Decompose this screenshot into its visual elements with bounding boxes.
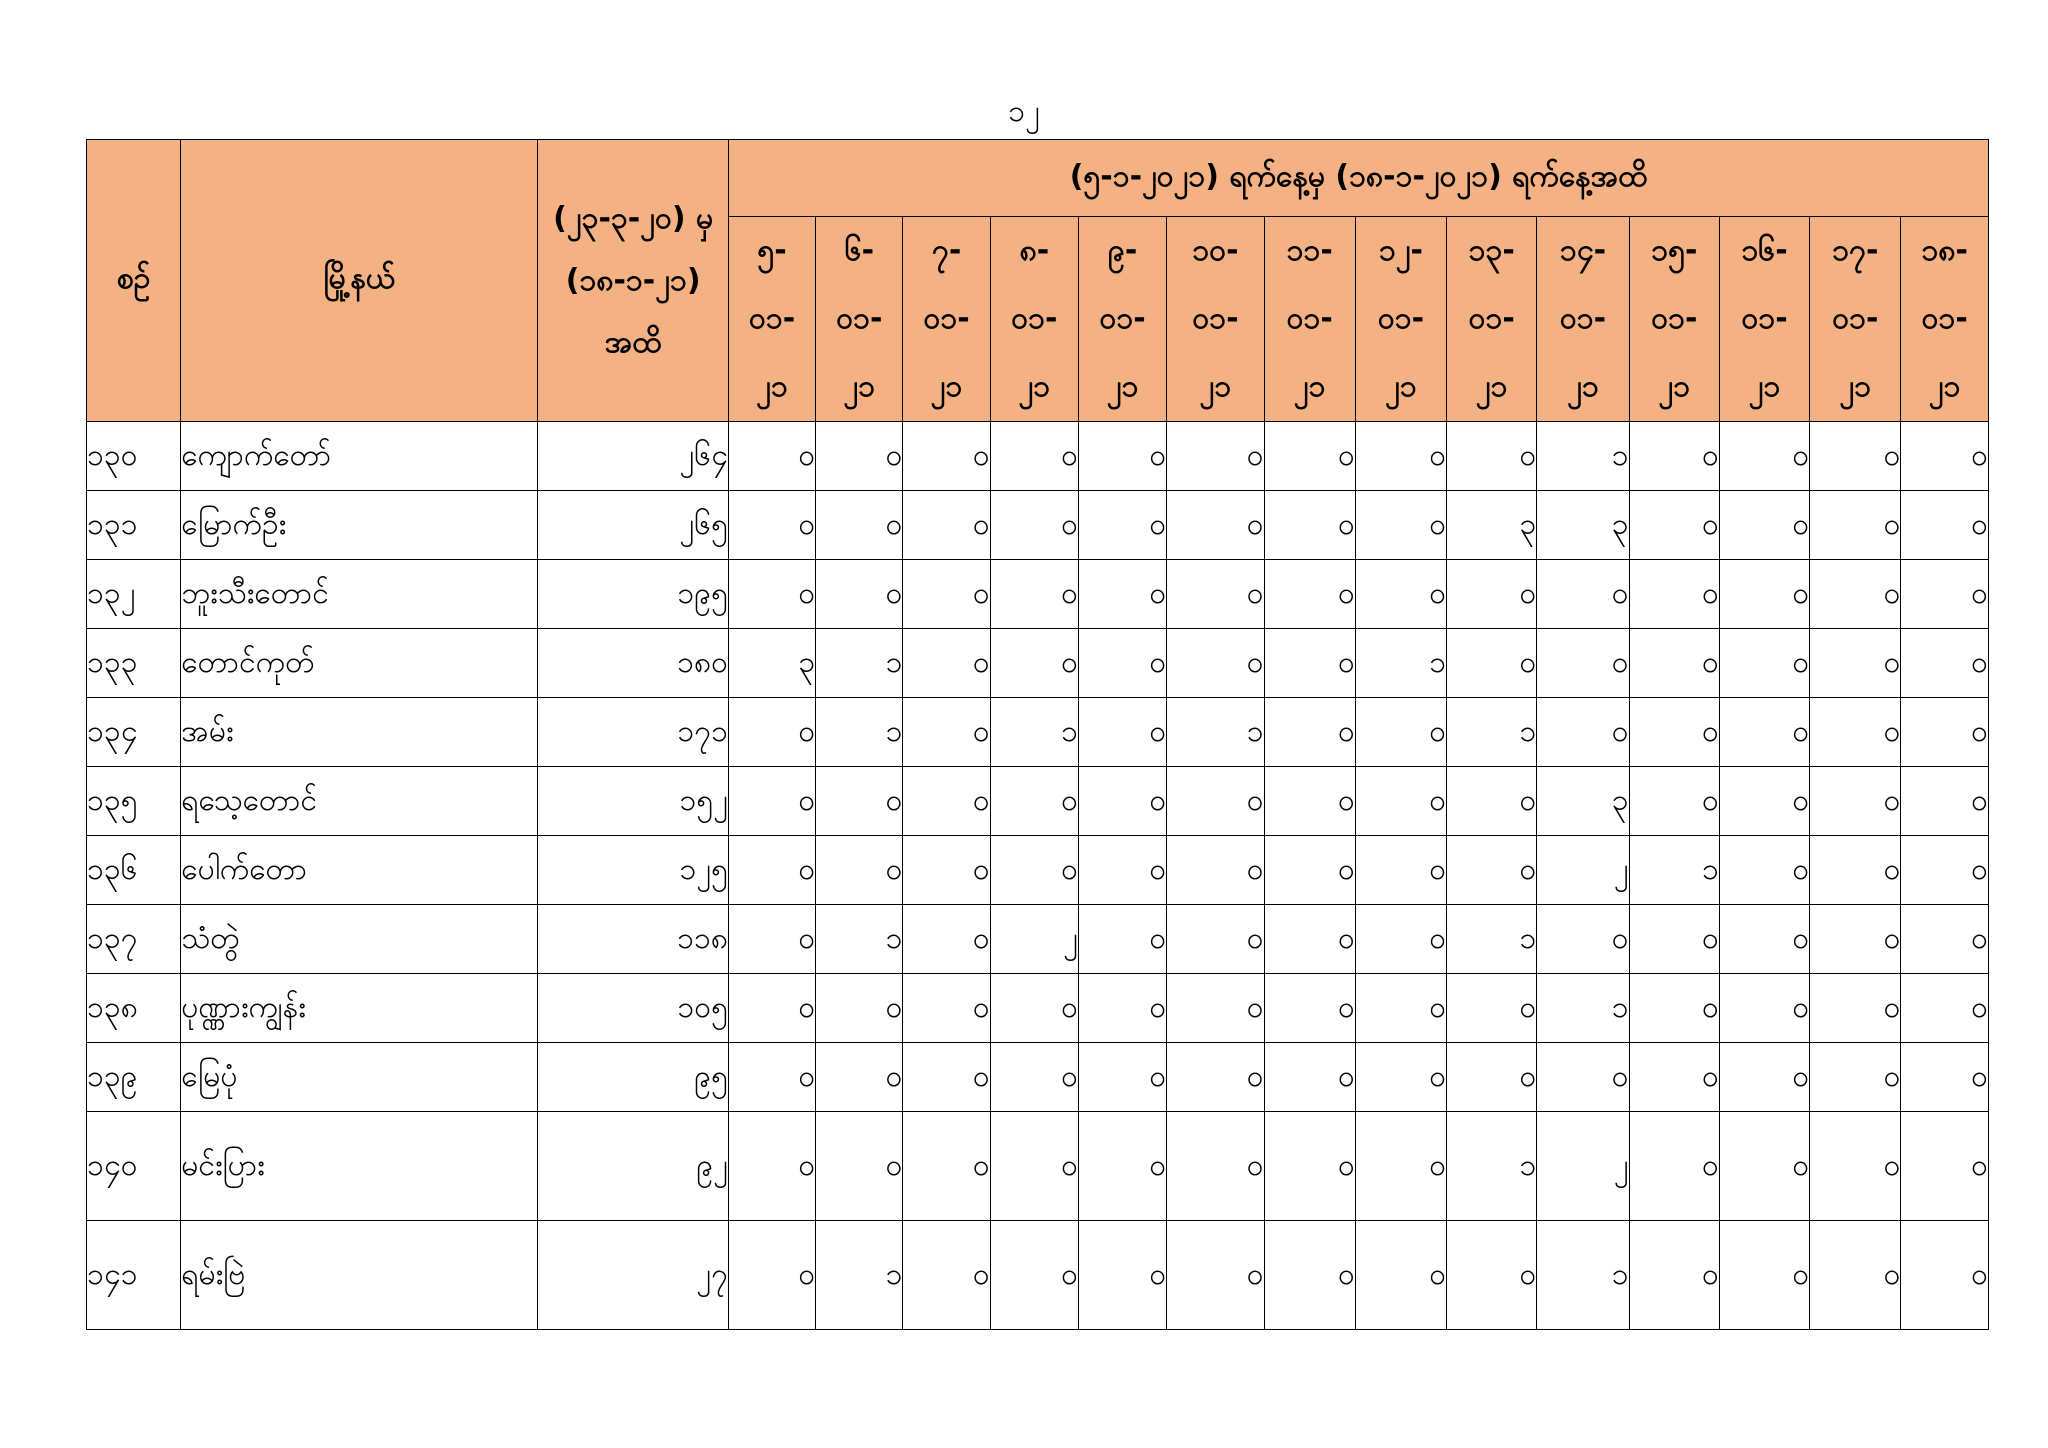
daily-value-cell: ၀ (1264, 698, 1355, 767)
daily-value-cell: ၀ (1355, 560, 1446, 629)
total-header-line-3: အထိ (604, 324, 662, 360)
daily-value-cell: ၀ (990, 1043, 1078, 1112)
date-header (1537, 217, 1629, 422)
table-row (87, 1043, 1989, 1112)
daily-value-cell: ၀ (1264, 422, 1355, 491)
daily-value-cell: ၀ (990, 560, 1078, 629)
daily-value-cell: ၀ (1167, 629, 1264, 698)
daily-value-cell: ၀ (1355, 836, 1446, 905)
daily-value-cell: ၀ (1167, 1043, 1264, 1112)
table-row (87, 698, 1989, 767)
daily-value-cell: ၀ (1629, 905, 1719, 974)
daily-value-cell: ၀ (1079, 767, 1167, 836)
daily-value-cell: ၀ (1167, 1221, 1264, 1330)
daily-value-cell: ၀ (1079, 905, 1167, 974)
daily-value-cell: ၁ (1447, 1112, 1537, 1221)
cumulative-total-cell: ၁၁၈ (538, 905, 729, 974)
daily-value-cell: ၀ (1079, 491, 1167, 560)
daily-value-cell: ၀ (728, 422, 815, 491)
daily-value-cell: ၀ (1629, 1112, 1719, 1221)
date-header-part: ၀၁- (1099, 301, 1146, 336)
date-header-part: ၀၁- (1286, 301, 1333, 336)
date-header-part: ၁၂- (1378, 233, 1423, 268)
township-cell: ရမ်းဗြဲ (181, 1221, 538, 1330)
daily-value-cell: ၀ (728, 836, 815, 905)
daily-value-cell: ၀ (1264, 974, 1355, 1043)
date-header-part: ၂၁ (1748, 369, 1781, 404)
daily-value-cell: ၀ (1901, 767, 1989, 836)
daily-value-cell: ၀ (1447, 836, 1537, 905)
daily-value-cell: ၁ (1537, 1221, 1629, 1330)
daily-value-cell: ၀ (816, 560, 903, 629)
cumulative-total-cell: ၂၇ (538, 1221, 729, 1330)
cumulative-total-cell: ၂၆၅ (538, 491, 729, 560)
daily-value-cell: ၀ (1537, 560, 1629, 629)
date-header-part: ၀၁- (836, 301, 883, 336)
township-cell: တောင်ကုတ် (181, 629, 538, 698)
date-header-part: ၉- (1107, 233, 1138, 268)
daily-value-cell: ၁ (1355, 629, 1446, 698)
daily-value-cell: ၀ (816, 767, 903, 836)
daily-value-cell: ၀ (1079, 629, 1167, 698)
daily-value-cell: ၀ (1810, 836, 1901, 905)
date-header (1629, 217, 1719, 422)
daily-value-cell: ၀ (1719, 422, 1809, 491)
serial-cell: ၁၃၈ (87, 974, 181, 1043)
daily-value-cell: ၀ (1810, 629, 1901, 698)
township-cell: မင်းပြား (181, 1112, 538, 1221)
daily-value-cell: ၀ (903, 767, 990, 836)
daily-value-cell: ၂ (1537, 1112, 1629, 1221)
table-row (87, 629, 1989, 698)
daily-value-cell: ၀ (1629, 1043, 1719, 1112)
township-cell: ဘူးသီးတောင် (181, 560, 538, 629)
daily-value-cell: ၀ (1264, 629, 1355, 698)
serial-cell: ၁၄၀ (87, 1112, 181, 1221)
table-row (87, 767, 1989, 836)
daily-value-cell: ၀ (1537, 1043, 1629, 1112)
date-header (1079, 217, 1167, 422)
cumulative-total-cell: ၉၅ (538, 1043, 729, 1112)
daily-value-cell: ၀ (1167, 974, 1264, 1043)
date-header (1355, 217, 1446, 422)
daily-value-cell: ၀ (1355, 1221, 1446, 1330)
daily-value-cell: ၀ (1810, 1043, 1901, 1112)
daily-value-cell: ၀ (990, 491, 1078, 560)
date-header (903, 217, 990, 422)
cumulative-total-header (538, 140, 729, 422)
township-cases-table (86, 139, 1989, 1330)
daily-value-cell: ၀ (728, 974, 815, 1043)
daily-value-cell: ၀ (1355, 1043, 1446, 1112)
daily-value-cell: ၀ (816, 974, 903, 1043)
daily-value-cell: ၁ (1537, 422, 1629, 491)
daily-value-cell: ၀ (903, 905, 990, 974)
daily-value-cell: ၀ (1167, 836, 1264, 905)
cumulative-total-cell: ၁၈၀ (538, 629, 729, 698)
date-header-part: ၂၁ (1567, 369, 1599, 404)
daily-value-cell: ၀ (1810, 491, 1901, 560)
daily-value-cell: ၃ (1537, 767, 1629, 836)
daily-value-cell: ၀ (1167, 422, 1264, 491)
table-row (87, 905, 1989, 974)
township-cell: ကျောက်တော် (181, 422, 538, 491)
daily-value-cell: ၀ (903, 974, 990, 1043)
daily-value-cell: ၀ (990, 422, 1078, 491)
date-header (990, 217, 1078, 422)
date-header (1719, 217, 1809, 422)
date-header-part: ၂၁ (1385, 369, 1417, 404)
daily-value-cell: ၀ (816, 491, 903, 560)
daily-value-cell: ၀ (1719, 491, 1809, 560)
daily-value-cell: ၀ (990, 974, 1078, 1043)
daily-value-cell: ၀ (1901, 491, 1989, 560)
date-header-part: ၇- (931, 233, 962, 268)
daily-value-cell: ၀ (1079, 836, 1167, 905)
daily-value-cell: ၀ (903, 1112, 990, 1221)
daily-value-cell: ၀ (728, 1221, 815, 1330)
date-header-part: ၁၃- (1468, 233, 1515, 268)
daily-value-cell: ၀ (728, 1112, 815, 1221)
daily-value-cell: ၀ (1901, 836, 1989, 905)
township-cell: ပုဏ္ဏားကျွန်း (181, 974, 538, 1043)
date-header-part: ၀၁- (923, 301, 970, 336)
serial-cell: ၁၃၄ (87, 698, 181, 767)
daily-value-cell: ၀ (903, 836, 990, 905)
daily-value-cell: ၀ (1629, 698, 1719, 767)
daily-value-cell: ၀ (1719, 698, 1809, 767)
table-row (87, 1112, 1989, 1221)
daily-value-cell: ၀ (1167, 767, 1264, 836)
daily-value-cell: ၀ (1629, 1221, 1719, 1330)
daily-value-cell: ၀ (903, 491, 990, 560)
daily-value-cell: ၀ (1264, 491, 1355, 560)
daily-value-cell: ၀ (728, 767, 815, 836)
daily-value-cell: ၀ (728, 698, 815, 767)
daily-value-cell: ၀ (1901, 629, 1989, 698)
daily-value-cell: ၀ (990, 1112, 1078, 1221)
daily-value-cell: ၀ (1810, 1221, 1901, 1330)
daily-value-cell: ၀ (1264, 836, 1355, 905)
daily-value-cell: ၀ (1719, 974, 1809, 1043)
daily-value-cell: ၀ (1810, 560, 1901, 629)
daily-value-cell: ၀ (990, 767, 1078, 836)
daily-value-cell: ၀ (1079, 1043, 1167, 1112)
total-header-line-2: (၁၈-၁-၂၁) (565, 262, 701, 298)
date-header-part: ၂၁ (1658, 369, 1691, 404)
serial-cell: ၁၃၉ (87, 1043, 181, 1112)
daily-value-cell: ၀ (1629, 629, 1719, 698)
daily-value-cell: ၀ (1719, 560, 1809, 629)
daily-value-cell: ၁ (816, 905, 903, 974)
daily-value-cell: ၀ (1264, 560, 1355, 629)
daily-value-cell: ၀ (1355, 905, 1446, 974)
serial-cell: ၁၃၂ (87, 560, 181, 629)
daily-value-cell: ၀ (1079, 1221, 1167, 1330)
township-cell: မြေပုံ (181, 1043, 538, 1112)
daily-value-cell: ၀ (903, 629, 990, 698)
table-row (87, 491, 1989, 560)
daily-value-cell: ၀ (1901, 560, 1989, 629)
daily-value-cell: ၁ (1537, 974, 1629, 1043)
township-cell: သံတွဲ (181, 905, 538, 974)
daily-value-cell: ၃ (728, 629, 815, 698)
daily-value-cell: ၀ (1447, 560, 1537, 629)
daily-value-cell: ၂ (990, 905, 1078, 974)
daily-value-cell: ၁ (816, 629, 903, 698)
date-header-part: ၅- (757, 233, 787, 268)
daily-value-cell: ၀ (728, 560, 815, 629)
date-header-part: ၂၁ (1106, 369, 1139, 404)
date-header-part: ၀၁- (748, 301, 796, 336)
daily-value-cell: ၀ (728, 491, 815, 560)
daily-value-cell: ၀ (1629, 767, 1719, 836)
daily-value-cell: ၁ (990, 698, 1078, 767)
date-header-part: ၀၁- (1741, 301, 1788, 336)
daily-value-cell: ၀ (1167, 560, 1264, 629)
cumulative-total-cell: ၁၅၂ (538, 767, 729, 836)
date-header-part: ၂၁ (1199, 369, 1232, 404)
daily-value-cell: ၀ (1901, 422, 1989, 491)
daily-value-cell: ၀ (1719, 1221, 1809, 1330)
daily-value-cell: ၃ (1447, 491, 1537, 560)
date-header-part: ၁၄- (1559, 233, 1607, 268)
daily-value-cell: ၀ (903, 560, 990, 629)
daily-value-cell: ၀ (1167, 905, 1264, 974)
daily-value-cell: ၁ (816, 1221, 903, 1330)
daily-value-cell: ၀ (1629, 491, 1719, 560)
date-header-part: ၁၅- (1651, 233, 1698, 268)
daily-value-cell: ၀ (1537, 905, 1629, 974)
date-header-part: ၂၁ (756, 369, 788, 404)
page-number: ၁၂ (1008, 94, 1040, 129)
date-header-part: ၂၁ (1839, 369, 1872, 404)
header-row-1 (87, 140, 1989, 217)
daily-value-cell: ၀ (1719, 1043, 1809, 1112)
daily-value-cell: ၀ (1079, 974, 1167, 1043)
daily-value-cell: ၀ (1537, 698, 1629, 767)
date-header-part: ၈- (1019, 233, 1050, 268)
date-header-part: ၁၀- (1192, 233, 1239, 268)
daily-value-cell: ၁ (1447, 905, 1537, 974)
date-header-part: ၂၁ (1475, 369, 1508, 404)
daily-value-cell: ၀ (1447, 422, 1537, 491)
daily-value-cell: ၀ (1079, 560, 1167, 629)
daily-value-cell: ၀ (728, 905, 815, 974)
date-header (1264, 217, 1355, 422)
daily-value-cell: ၀ (816, 1043, 903, 1112)
cumulative-total-cell: ၉၂ (538, 1112, 729, 1221)
date-header-part: ၁၁- (1286, 233, 1333, 268)
daily-value-cell: ၀ (1901, 905, 1989, 974)
daily-value-cell: ၀ (1719, 629, 1809, 698)
daily-value-cell: ၀ (1079, 1112, 1167, 1221)
daily-value-cell: ၀ (1447, 1043, 1537, 1112)
date-header-part: ၂၁ (930, 369, 963, 404)
serial-header: စဉ် (87, 140, 181, 422)
daily-value-cell: ၃ (1537, 491, 1629, 560)
serial-cell: ၁၃၁ (87, 491, 181, 560)
daily-value-cell: ၀ (1355, 974, 1446, 1043)
daily-value-cell: ၀ (1264, 767, 1355, 836)
cumulative-total-cell: ၁၀၅ (538, 974, 729, 1043)
serial-cell: ၁၃၃ (87, 629, 181, 698)
cumulative-total-cell: ၁၉၅ (538, 560, 729, 629)
daily-value-cell: ၀ (990, 629, 1078, 698)
total-header-line-1: (၂၃-၃-၂၀) မှ (553, 200, 714, 236)
daily-value-cell: ၀ (1355, 491, 1446, 560)
date-header-part: ၀၁- (1559, 301, 1607, 336)
table-body (87, 422, 1989, 1330)
daily-value-cell: ၀ (1810, 767, 1901, 836)
daily-value-cell: ၀ (1719, 836, 1809, 905)
township-cell: မြောက်ဦး (181, 491, 538, 560)
daily-value-cell: ၀ (1629, 422, 1719, 491)
daily-value-cell: ၀ (1447, 974, 1537, 1043)
daily-value-cell: ၀ (1719, 1112, 1809, 1221)
date-header (1447, 217, 1537, 422)
serial-cell: ၁၄၁ (87, 1221, 181, 1330)
table-row (87, 560, 1989, 629)
daily-value-cell: ၀ (1264, 905, 1355, 974)
daily-value-cell: ၀ (1079, 422, 1167, 491)
daily-value-cell: ၂ (1537, 836, 1629, 905)
date-header-part: ၁၇- (1832, 233, 1879, 268)
serial-cell: ၁၃၇ (87, 905, 181, 974)
daily-value-cell: ၀ (903, 1043, 990, 1112)
daily-value-cell: ၀ (1901, 1112, 1989, 1221)
cumulative-total-cell: ၂၆၄ (538, 422, 729, 491)
daily-value-cell: ၀ (1264, 1221, 1355, 1330)
date-range-header: (၅-၁-၂၀၂၁) ရက်နေ့မှ (၁၈-၁-၂၀၂၁) ရက်နေ့အထိ (728, 140, 1988, 217)
daily-value-cell: ၀ (1167, 491, 1264, 560)
daily-value-cell: ၀ (816, 836, 903, 905)
daily-value-cell: ၀ (1355, 698, 1446, 767)
date-header (816, 217, 903, 422)
township-cell: အမ်း (181, 698, 538, 767)
cumulative-total-cell: ၁၂၅ (538, 836, 729, 905)
daily-value-cell: ၀ (728, 1043, 815, 1112)
daily-value-cell: ၀ (990, 836, 1078, 905)
table-row (87, 1221, 1989, 1330)
date-header-part: ၂၁ (1018, 369, 1051, 404)
daily-value-cell: ၀ (1447, 767, 1537, 836)
daily-value-cell: ၀ (1901, 1221, 1989, 1330)
daily-value-cell: ၀ (1355, 767, 1446, 836)
date-header-part: ၂၁ (1293, 369, 1326, 404)
township-cell: ရသေ့တောင် (181, 767, 538, 836)
daily-value-cell: ၀ (816, 422, 903, 491)
daily-value-cell: ၀ (1810, 974, 1901, 1043)
table-row (87, 422, 1989, 491)
date-header (1901, 217, 1989, 422)
daily-value-cell: ၀ (1629, 974, 1719, 1043)
serial-cell: ၁၃၆ (87, 836, 181, 905)
daily-value-cell: ၁ (1167, 698, 1264, 767)
daily-value-cell: ၀ (903, 422, 990, 491)
daily-value-cell: ၀ (1079, 698, 1167, 767)
daily-value-cell: ၀ (1901, 1043, 1989, 1112)
date-header-part: ၂၁ (1928, 369, 1961, 404)
daily-value-cell: ၀ (1901, 698, 1989, 767)
date-header-part: ၀၁- (1468, 301, 1515, 336)
date-header-part: ၀၁- (1832, 301, 1879, 336)
daily-value-cell: ၁ (816, 698, 903, 767)
date-header (1167, 217, 1264, 422)
date-header-part: ၁၆- (1741, 233, 1788, 268)
daily-value-cell: ၀ (1629, 560, 1719, 629)
daily-value-cell: ၀ (1810, 905, 1901, 974)
daily-value-cell: ၀ (1537, 629, 1629, 698)
date-header-part: ၀၁- (1921, 301, 1968, 336)
cumulative-total-cell: ၁၇၁ (538, 698, 729, 767)
daily-value-cell: ၀ (1901, 974, 1989, 1043)
township-header: မြို့နယ် (181, 140, 538, 422)
daily-value-cell: ၀ (1355, 1112, 1446, 1221)
date-header (728, 217, 815, 422)
daily-value-cell: ၀ (1719, 905, 1809, 974)
daily-value-cell: ၁ (1629, 836, 1719, 905)
daily-value-cell: ၀ (903, 1221, 990, 1330)
daily-value-cell: ၁ (1447, 698, 1537, 767)
daily-value-cell: ၀ (1264, 1112, 1355, 1221)
table-row (87, 836, 1989, 905)
date-header-part: ၀၁- (1192, 301, 1239, 336)
daily-value-cell: ၀ (816, 1112, 903, 1221)
date-header-part: ၂၁ (843, 369, 876, 404)
daily-value-cell: ၀ (1810, 422, 1901, 491)
daily-value-cell: ၀ (1264, 1043, 1355, 1112)
serial-cell: ၁၃၀ (87, 422, 181, 491)
table-row (87, 974, 1989, 1043)
daily-value-cell: ၀ (1447, 629, 1537, 698)
daily-value-cell: ၀ (1167, 1112, 1264, 1221)
date-header-part: ၆- (844, 233, 875, 268)
date-header-part: ၀၁- (1651, 301, 1698, 336)
serial-cell: ၁၃၅ (87, 767, 181, 836)
date-header-part: ၀၁- (1377, 301, 1425, 336)
daily-value-cell: ၀ (1447, 1221, 1537, 1330)
township-cell: ပေါက်တော (181, 836, 538, 905)
date-header-part: ၁၈- (1921, 233, 1968, 268)
date-header-part: ၀၁- (1011, 301, 1058, 336)
daily-value-cell: ၀ (1810, 1112, 1901, 1221)
daily-value-cell: ၀ (1719, 767, 1809, 836)
daily-value-cell: ၀ (903, 698, 990, 767)
daily-value-cell: ၀ (990, 1221, 1078, 1330)
daily-value-cell: ၀ (1810, 698, 1901, 767)
daily-value-cell: ၀ (1355, 422, 1446, 491)
date-header (1810, 217, 1901, 422)
